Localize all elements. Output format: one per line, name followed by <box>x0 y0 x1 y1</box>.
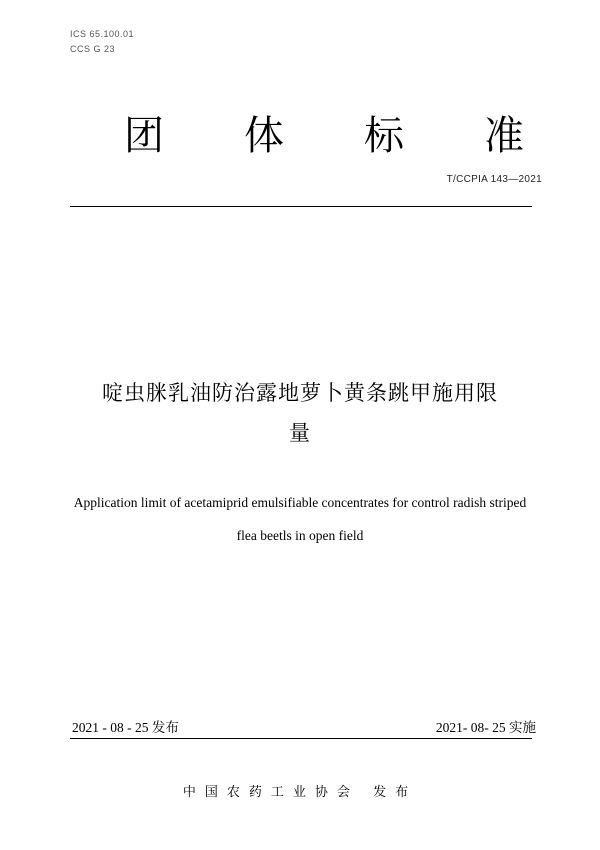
issue-date: 2021 - 08 - 25 发布 <box>72 720 179 735</box>
ccs-code: CCS G 23 <box>70 44 116 54</box>
title-english <box>50 486 550 552</box>
top-divider <box>70 206 532 207</box>
doc-type-char: 体 <box>244 113 284 159</box>
publisher-organization: 中国农药工业协会 <box>182 785 359 800</box>
doc-type-char: 团 <box>124 113 164 159</box>
doc-type-char: 标 <box>364 113 404 159</box>
standard-number: T/CCPIA 143—2021 <box>446 174 542 185</box>
title-chinese-line-1: 啶虫脒乳油防治露地萝卜黄条跳甲施用限 <box>102 381 498 405</box>
document-type-heading <box>124 108 524 164</box>
doc-type-char: 准 <box>484 113 524 159</box>
title-english-line-1: Application limit of acetamiprid emulsifiable concentrates for control radish striped <box>73 495 527 510</box>
publisher-action: 发布 <box>373 785 418 800</box>
bottom-divider <box>70 738 532 739</box>
title-chinese-line-2: 量 <box>289 421 311 445</box>
title-chinese <box>60 373 540 453</box>
title-english-line-2: flea beetls in open field <box>236 528 364 543</box>
publisher-line <box>0 781 600 800</box>
ics-code: ICS 65.100.01 <box>70 29 135 39</box>
implementation-date: 2021- 08- 25 实施 <box>435 720 536 735</box>
